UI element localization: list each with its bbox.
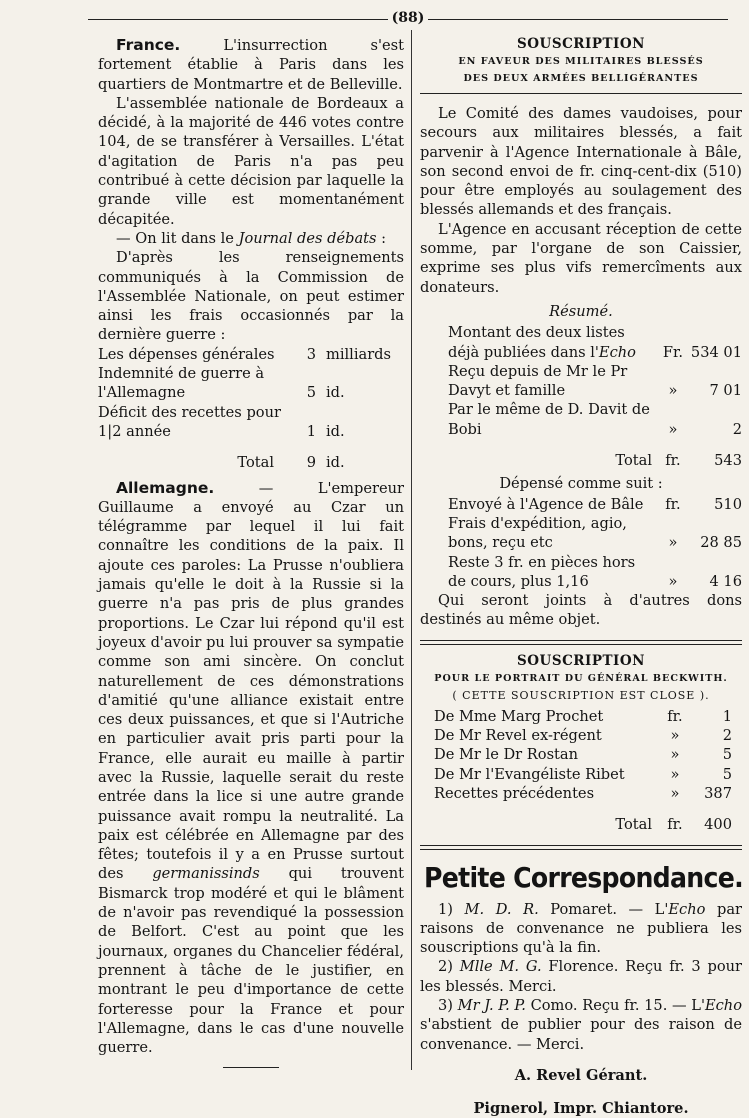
spent-currency: » — [668, 572, 678, 590]
cost-total-unit: id. — [326, 454, 345, 472]
portrait-section-subtitle: POUR LE PORTRAIT DU GÉNÉRAL BECKWITH. — [434, 672, 728, 684]
portrait-label: De Mme Marg Prochet — [434, 707, 604, 725]
portrait-currency: fr. — [667, 707, 683, 725]
blesses-section-subtitle-2: DES DEUX ARMÉES BELLIGÉRANTES — [463, 73, 699, 84]
correspondance-item — [420, 957, 742, 996]
correspondance-item — [420, 996, 742, 1054]
portrait-row — [420, 726, 742, 745]
resume-title: Résumé. — [549, 302, 613, 320]
resume-total-row — [420, 439, 742, 470]
correspondance-number: 2) — [438, 958, 460, 976]
portrait-row — [420, 765, 742, 784]
resume-total-label: Total — [615, 452, 652, 470]
spent-amount: 4 16 — [709, 572, 742, 590]
france-paragraph — [98, 36, 404, 94]
correspondance-item — [420, 900, 742, 958]
allemagne-italic-word: germanissinds — [152, 865, 260, 883]
correspondance-text: Florence. Reçu fr. 3 pour les blessés. Merci. — [420, 958, 742, 995]
comite-paragraph: Le Comité des dames vaudoises, pour secours aux militaires blessés, a fait parvenir à l'Agence Internationale à Bâle, son second envoi de fr. cinq-cent-dix (510) pour être employés au soulagement des blessés allemands et des français. — [420, 105, 742, 219]
resume-amount: 534 01 — [690, 343, 742, 361]
blesses-section-title: SOUSCRIPTION — [517, 36, 645, 52]
resume-amount: 7 01 — [709, 382, 742, 400]
cost-label: Les dépenses générales — [98, 345, 275, 363]
section-rule — [420, 93, 742, 94]
cost-total-row — [98, 441, 404, 472]
portrait-label: Recettes précédentes — [434, 784, 595, 802]
correspondance-number: 1) — [438, 900, 465, 918]
page-header — [88, 10, 728, 28]
resume-label: Reçu depuis de Mr le Pr Davyt et famille — [448, 362, 628, 400]
debats-intro-pre: — On lit dans le — [116, 229, 239, 247]
portrait-label: De Mr le Dr Rostan — [434, 746, 579, 764]
portrait-amount: 5 — [722, 765, 732, 783]
resume-total-currency: fr. — [665, 452, 681, 470]
allemagne-paragraph — [98, 479, 404, 1058]
spent-amount: 510 — [714, 495, 742, 513]
debats-intro — [98, 229, 404, 248]
correspondance-text: Como. Reçu fr. 15. — L' — [525, 996, 705, 1014]
resume-currency: » — [668, 382, 678, 400]
cost-unit: milliards — [326, 345, 392, 363]
portrait-amount: 387 — [704, 784, 732, 802]
resume-row — [420, 362, 742, 401]
war-costs-table — [98, 345, 404, 473]
correspondent-name: Mr J. P. P. — [457, 996, 526, 1014]
correspondent-name: M. D. R. — [464, 900, 539, 918]
correspondance-list — [420, 900, 742, 1054]
portrait-row — [420, 784, 742, 803]
column-divider — [411, 30, 412, 1070]
right-column — [420, 36, 742, 1118]
spent-row — [420, 495, 742, 514]
echo-title: Echo — [704, 996, 742, 1014]
portrait-currency: » — [670, 784, 680, 802]
portrait-currency: » — [670, 765, 680, 783]
portrait-label: De Mr Revel ex-régent — [434, 727, 602, 745]
cost-unit: id. — [326, 422, 345, 440]
portrait-currency: » — [670, 727, 680, 745]
portrait-amount: 5 — [722, 746, 732, 764]
correspondance-number: 3) — [438, 996, 458, 1014]
portrait-section-note: ( CETTE SOUSCRIPTION EST CLOSE ). — [452, 688, 710, 702]
resume-label: Par le même de D. Davit de Bobi — [448, 401, 650, 438]
cost-amount: 5 — [306, 384, 316, 402]
echo-title: Echo — [598, 343, 636, 361]
allemagne-text-2: qui trouvent Bismarck trop modéré et qui le blâment de n'avoir pas revendiqué la possession de Belfort. C'est au point que les journaux, organes du Chancelier fédéral, prennent à tâche de le justifier, en montrant le peu d'importance de cette forteresse pour la France et pour l'Allemagne, dans le cas d'une nouvelle guerre. — [98, 865, 405, 1057]
cost-row — [98, 345, 404, 364]
cost-amount: 3 — [306, 345, 316, 363]
portrait-table — [420, 707, 742, 835]
france-text: L'insurrection s'est fortement établie à Paris dans les quartiers de Montmartre et de Belleville. — [98, 37, 404, 93]
resume-table — [420, 323, 742, 470]
spent-heading: Dépensé comme suit : — [499, 475, 663, 493]
printer-imprint: Pignerol, Impr. Chiantore. — [473, 1100, 689, 1118]
section-double-rule — [420, 640, 742, 645]
spent-table — [420, 495, 742, 591]
echo-title: Echo — [668, 900, 706, 918]
resume-label-text: Montant des deux listes déjà publiées dans l' — [448, 324, 625, 361]
portrait-total-row — [420, 803, 742, 834]
resume-amount: 2 — [732, 420, 742, 438]
page-number: (88) — [391, 10, 425, 26]
left-column — [98, 36, 404, 1068]
spent-row — [420, 514, 742, 553]
spent-currency: fr. — [665, 495, 681, 513]
cost-row — [98, 364, 404, 403]
portrait-total-amount: 400 — [704, 816, 732, 834]
section-double-rule — [420, 845, 742, 850]
allemagne-text-1: — L'empereur Guillaume a envoyé au Czar un télégramme par lequel il lui fait connaître les conditions de la paix. Il ajoute ces paroles: La Prusse n'oubliera jamais qu'elle le doit à la Russie si la guerre n'a pas pris de plus grandes proportions. Le Czar lui répond qu'il est joyeux d'avoir pu lui prouver sa sympatie comme son ami sincère. On conclut naturellement de ces démonstrations d'amitié qu'une alliance existait entre ces deux puissances, et que si l'Autriche en particulier avait pris parti pour la France, elle aurait eu maille à partir avec la Russie, laquelle serait du reste entrée dans la lice si une autre grande puissance avait rompu la neutralité. La paix est célébrée en Allemagne par des fêtes; toutefois il y a en Prusse surtout des — [98, 479, 404, 883]
agence-paragraph: L'Agence en accusant réception de cette somme, par l'organe de son Caissier, exprime ses plus vifs remercîments aux donateurs. — [420, 220, 742, 296]
left-end-rule — [223, 1067, 279, 1068]
spent-amount: 28 85 — [700, 534, 742, 552]
debats-journal-title: Journal des débats — [238, 229, 377, 247]
correspondance-text: par raisons de convenance ne publiera les souscriptions qu'à la fin. — [420, 900, 742, 957]
debats-paragraph: D'après les renseignements communiqués à la Commission de l'Assemblée Nationale, on peut estimer ainsi les frais occasionnés par la dernière guerre : — [98, 249, 404, 344]
resume-row — [420, 323, 742, 362]
blesses-section-subtitle-1: EN FAVEUR DES MILITAIRES BLESSÉS — [458, 56, 704, 67]
portrait-total-currency: fr. — [667, 816, 683, 834]
resume-row — [420, 400, 742, 439]
portrait-currency: » — [670, 746, 680, 764]
cost-label: Indemnité de guerre à l'Allemagne — [98, 365, 265, 402]
resume-total-amount: 543 — [714, 452, 742, 470]
spent-row — [420, 553, 742, 592]
cost-amount: 1 — [306, 422, 316, 440]
portrait-amount: 1 — [722, 707, 732, 725]
cost-unit: id. — [326, 384, 345, 402]
cost-row — [98, 403, 404, 442]
correspondent-name: Mlle M. G. — [459, 958, 542, 976]
portrait-label: De Mr l'Evangéliste Ribet — [434, 765, 625, 783]
allemagne-kicker: Allemagne. — [116, 478, 215, 497]
portrait-amount: 2 — [722, 727, 732, 745]
portrait-row — [420, 745, 742, 764]
spent-currency: » — [668, 534, 678, 552]
spent-label: Frais d'expédition, agio, bons, reçu etc — [448, 514, 627, 552]
assemblee-paragraph: L'assemblée nationale de Bordeaux a décidé, à la majorité de 446 votes contre 104, de se transférer à Versailles. L'état d'agitation de Paris n'a pas peu contribué à cette décision par laquelle la grande ville est momentanément décapitée. — [98, 94, 404, 228]
resume-currency: » — [668, 420, 678, 438]
debats-intro-post: : — [376, 229, 387, 247]
header-rule-right — [428, 19, 728, 20]
petite-correspondance-heading: Petite Correspondance. — [424, 860, 743, 894]
spent-label: Reste 3 fr. en pièces hors de cours, plus 1,16 — [448, 553, 636, 590]
resume-label — [420, 323, 656, 362]
spent-label: Envoyé à l'Agence de Bâle — [448, 495, 644, 513]
portrait-section-title: SOUSCRIPTION — [517, 652, 645, 669]
spent-note: Qui seront joints à d'autres dons destinés au même objet. — [420, 592, 742, 629]
cost-label: Déficit des recettes pour 1|2 année — [98, 403, 281, 440]
portrait-row — [420, 707, 742, 726]
resume-currency: Fr. — [662, 343, 684, 361]
cost-total-label: Total — [237, 454, 274, 472]
correspondance-text: s'abstient de publier pour des raison de convenance. — Merci. — [420, 1016, 742, 1053]
france-kicker: France. — [116, 36, 181, 54]
header-rule-left — [88, 19, 388, 20]
correspondance-text: Pomaret. — L' — [538, 900, 669, 918]
cost-total-amount: 9 — [306, 454, 316, 472]
portrait-total-label: Total — [615, 816, 652, 834]
gerant-signature: A. Revel Gérant. — [514, 1066, 648, 1084]
